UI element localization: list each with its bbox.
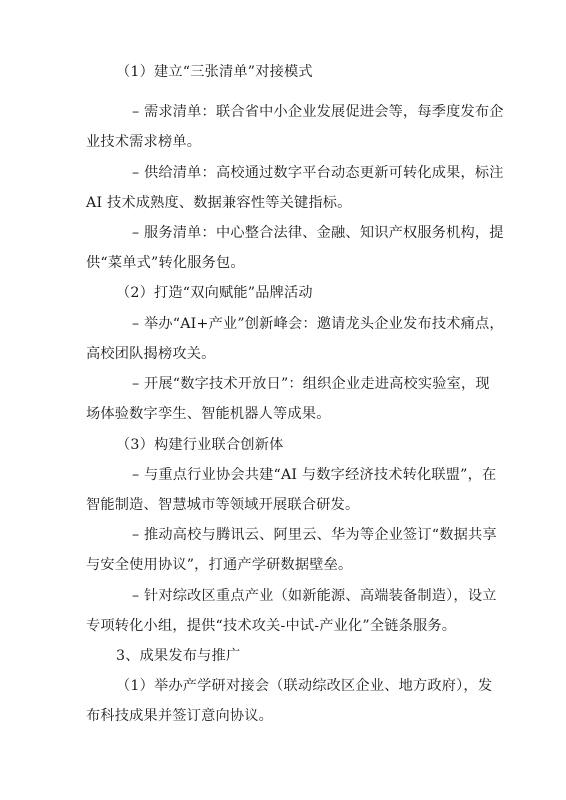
paragraph-line: 供“菜单式”转化服务包。 [86,255,245,271]
paragraph-line: 场体验数字孪生、智能机器人等成果。 [86,406,331,422]
subheading-three-lists: （1）建立“三张清单”对接模式 [116,64,313,80]
paragraph-line: AI 技术成熟度、数据兼容性等关键指标。 [86,195,352,211]
paragraph-line: – 供给清单：高校通过数字平台动态更新可转化成果，标注 [132,165,504,181]
paragraph-line: 布科技成果并签订意向协议。 [86,708,274,724]
paragraph-line: – 举办“AI+产业”创新峰会：邀请龙头企业发布技术痛点， [132,316,504,332]
paragraph-line: – 推动高校与腾讯云、阿里云、华为等企业签订“数据共享 [132,527,497,543]
paragraph-line: 业技术需求榜单。 [86,134,202,150]
paragraph-line: 与安全使用协议”，打通产学研数据壁垒。 [86,557,353,573]
section-heading-release: 3、成果发布与推广 [116,648,241,664]
paragraph-line: – 需求清单：联合省中小企业发展促进会等，每季度发布企 [132,104,504,120]
paragraph-line: – 服务清单：中心整合法律、金融、知识产权服务机构，提 [132,225,504,241]
subheading-dual-empowerment: （2）打造“双向赋能”品牌活动 [116,285,313,301]
paragraph-line: – 开展“数字技术开放日”：组织企业走进高校实验室，现 [132,376,490,392]
paragraph-line: – 针对综改区重点产业（如新能源、高端装备制造），设立 [132,588,497,604]
paragraph-line: – 与重点行业协会共建“AI 与数字经济技术转化联盟”，在 [132,467,497,483]
subheading-innovation-body: （3）构建行业联合创新体 [116,437,284,453]
paragraph-line: 专项转化小组，提供“技术攻关-中试-产业化”全链条服务。 [86,618,457,634]
paragraph-line: 高校团队揭榜攻关。 [86,346,216,362]
paragraph-line: 智能制造、智慧城市等领域开展联合研发。 [86,497,360,513]
paragraph-line: （1）举办产学研对接会（联动综改区企业、地方政府），发 [116,678,493,694]
